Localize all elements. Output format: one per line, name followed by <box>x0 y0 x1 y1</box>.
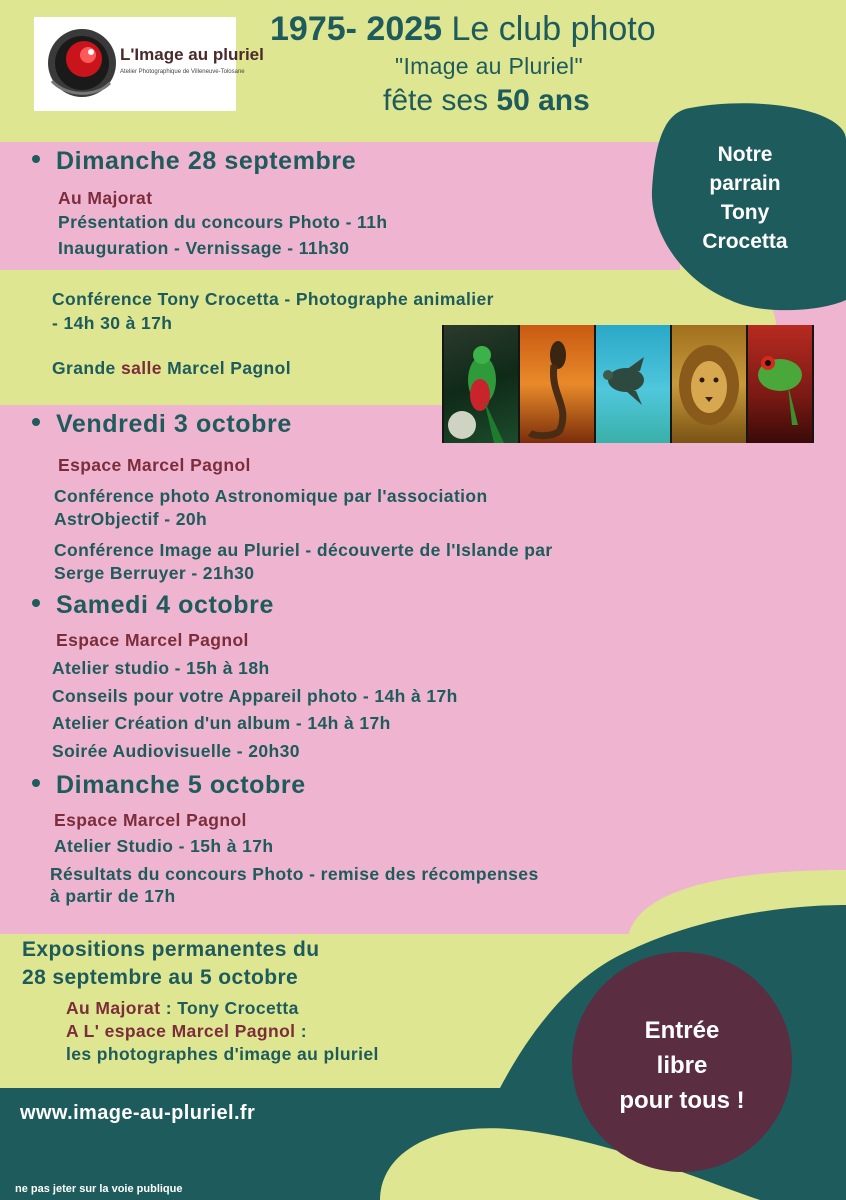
day3-title: Samedi 4 octobre <box>56 591 274 619</box>
day3-heading <box>32 591 274 620</box>
expo-pagnol-line2: les photographes d'image au pluriel <box>66 1044 379 1064</box>
bullet-icon <box>32 599 40 607</box>
day2-title: Vendredi 3 octobre <box>56 410 292 438</box>
expo-pagnol-rest: : <box>295 1021 307 1041</box>
entry-line2: libre <box>656 1052 708 1079</box>
logo-subtitle: Atelier Photographique de Villeneuve-Tolosane <box>120 69 245 75</box>
website-link[interactable]: www.image-au-pluriel.fr <box>20 1102 256 1124</box>
sponsor-line2: parrain <box>709 172 781 195</box>
day1-item2: Inauguration - Vernissage - 11h30 <box>58 238 350 258</box>
sponsor-line1: Notre <box>717 143 773 166</box>
day1-room-post: Marcel Pagnol <box>161 358 291 378</box>
photo-quetzal <box>444 325 518 443</box>
photo-sea-turtle <box>596 325 670 443</box>
day1-title: Dimanche 28 septembre <box>56 147 357 175</box>
title-club-name: "Image au Pluriel" <box>395 53 583 79</box>
day2-heading <box>32 410 292 439</box>
title-anniversary-pre: fête ses <box>383 84 497 117</box>
bullet-icon <box>32 418 40 426</box>
day1-heading <box>32 147 356 176</box>
day2-place: Espace Marcel Pagnol <box>58 455 251 475</box>
day1-item1: Présentation du concours Photo - 11h <box>58 212 388 232</box>
day3-item1: Atelier studio - 15h à 18h <box>52 658 270 678</box>
day1-place: Au Majorat <box>58 188 153 208</box>
bullet-icon <box>32 779 40 787</box>
day1-room-mid: salle <box>120 358 162 378</box>
day1-conference-line1: Conférence Tony Crocetta - Photographe animalier <box>52 289 494 309</box>
expo-pagnol <box>66 1021 307 1042</box>
day2-item2-line1: Conférence Image au Pluriel - découverte de l'Islande par <box>54 540 553 560</box>
sponsor-badge <box>660 140 830 256</box>
bullet-icon <box>32 155 40 163</box>
day3-item3: Atelier Création d'un album - 14h à 17h <box>52 713 391 733</box>
day4-heading <box>32 771 306 800</box>
expo-majorat <box>66 998 299 1019</box>
day3-item2: Conseils pour votre Appareil photo - 14h à 17h <box>52 686 458 706</box>
entry-line3: pour tous ! <box>619 1087 745 1114</box>
sponsor-line4: Crocetta <box>702 230 788 253</box>
day1-room-pre: Grande <box>52 358 121 378</box>
day1-conference-line2: - 14h 30 à 17h <box>52 313 173 333</box>
day4-title: Dimanche 5 octobre <box>56 771 306 799</box>
day2-item1-line2: AstrObjectif - 20h <box>54 509 208 529</box>
page-title <box>270 10 656 49</box>
day2-item1-line1: Conférence photo Astronomique par l'association <box>54 486 488 506</box>
photo-cobra <box>520 325 594 443</box>
day3-item4: Soirée Audiovisuelle - 20h30 <box>52 741 300 761</box>
day4-item2-line2: à partir de 17h <box>50 886 176 906</box>
day2-item2-line2: Serge Berruyer - 21h30 <box>54 563 255 583</box>
expo-line1: Expositions permanentes du <box>22 938 320 961</box>
expo-majorat-rest: : Tony Crocetta <box>160 998 299 1018</box>
title-anniversary-bold: 50 ans <box>496 84 590 117</box>
day4-place: Espace Marcel Pagnol <box>54 810 247 830</box>
logo <box>34 17 264 111</box>
day3-place: Espace Marcel Pagnol <box>56 630 249 650</box>
entry-line1: Entrée <box>644 1017 720 1044</box>
title-anniversary <box>383 84 590 118</box>
photo-tree-frog <box>748 325 812 443</box>
photo-lion <box>672 325 746 443</box>
camera-lens-icon <box>44 25 120 101</box>
footer-notice: ne pas jeter sur la voie publique <box>15 1183 183 1195</box>
free-entry-badge <box>572 1013 792 1118</box>
logo-title: L'Image au pluriel <box>120 45 264 64</box>
title-rest: Le club photo <box>442 10 656 48</box>
expo-pagnol-place: A L' espace Marcel Pagnol <box>66 1021 296 1041</box>
expo-line2: 28 septembre au 5 octobre <box>22 966 299 989</box>
day1-room <box>52 358 291 379</box>
day4-item2-line1: Résultats du concours Photo - remise des récompenses <box>50 864 539 884</box>
sponsor-line3: Tony <box>720 201 770 224</box>
day4-item1: Atelier Studio - 15h à 17h <box>54 836 274 856</box>
expo-majorat-place: Au Majorat <box>66 998 161 1018</box>
title-years: 1975- 2025 <box>270 10 443 48</box>
